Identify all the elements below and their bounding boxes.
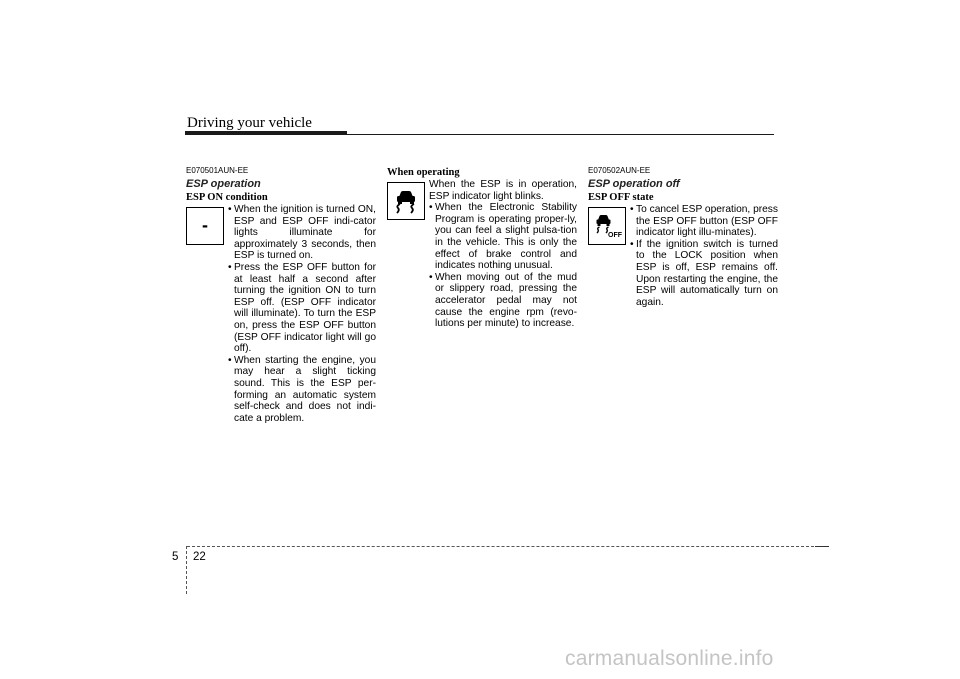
esp-indicator-icon [186, 207, 224, 245]
column-esp-operation-off [588, 166, 778, 308]
list-item: • When the ignition is turned ON, ESP and ESP OFF indi-cator lights illuminate for approximately 3 seconds, then ESP is turned on. [186, 204, 376, 262]
section-number: 5 [172, 551, 179, 563]
off-label: OFF [608, 232, 622, 240]
esp-car-icon [387, 182, 425, 220]
section-title: ESP operation off [588, 178, 680, 190]
bullet-list [387, 202, 577, 330]
section-title: ESP operation [186, 178, 261, 190]
subsection-title: ESP ON condition [186, 192, 268, 203]
list-item: • Press the ESP OFF button for at least half a second after turning the ignition ON to turn ESP off. (ESP OFF indicator will illuminate). To turn the ESP on, press the ESP OFF button (ESP OFF indicator light will go off). [186, 262, 376, 355]
section-code: E070501AUN-EE [186, 166, 249, 175]
column-when-operating [387, 166, 577, 330]
column-esp-operation [186, 166, 376, 424]
list-item: • When starting the engine, you may hear a slight ticking sound. This is the ESP per-forming an automatic system self-check and does not indi-cate a problem. [186, 355, 376, 425]
icon-glyph: - [202, 215, 208, 236]
footer-rule-end [815, 546, 829, 547]
page-header-title: Driving your vehicle [187, 115, 312, 131]
list-item: • When moving out of the mud or slippery road, pressing the accelerator pedal may not cause the engine rpm (revo-lutions per minute) to increase. [387, 272, 577, 330]
subsection-title: ESP OFF state [588, 192, 654, 203]
watermark: carmanualsonline.info [565, 647, 774, 670]
intro-paragraph: When the ESP is in operation, ESP indicator light blinks. [429, 179, 577, 202]
list-item: • When the Electronic Stability Program is operating proper-ly, you can feel a slight pulsa-tion in the vehicle. This is only the effect of brake control and indicates nothing unusual. [387, 202, 577, 272]
esp-off-icon [588, 207, 626, 245]
subsection-title: When operating [387, 167, 460, 178]
header-rule [347, 134, 774, 135]
page-number: 22 [193, 551, 206, 563]
footer-vertical-rule [186, 546, 187, 594]
section-code: E070502AUN-EE [588, 166, 651, 175]
header-bar [185, 131, 347, 135]
list-item: • If the ignition switch is turned to the LOCK position when ESP is off, ESP remains off. Upon restarting the engine, the ESP will automatically turn on again. [588, 239, 778, 309]
footer-rule [187, 546, 829, 547]
esp-car-svg [391, 186, 421, 216]
list-item: • To cancel ESP operation, press the ESP OFF button (ESP OFF indicator light illu-minates). [588, 204, 778, 239]
